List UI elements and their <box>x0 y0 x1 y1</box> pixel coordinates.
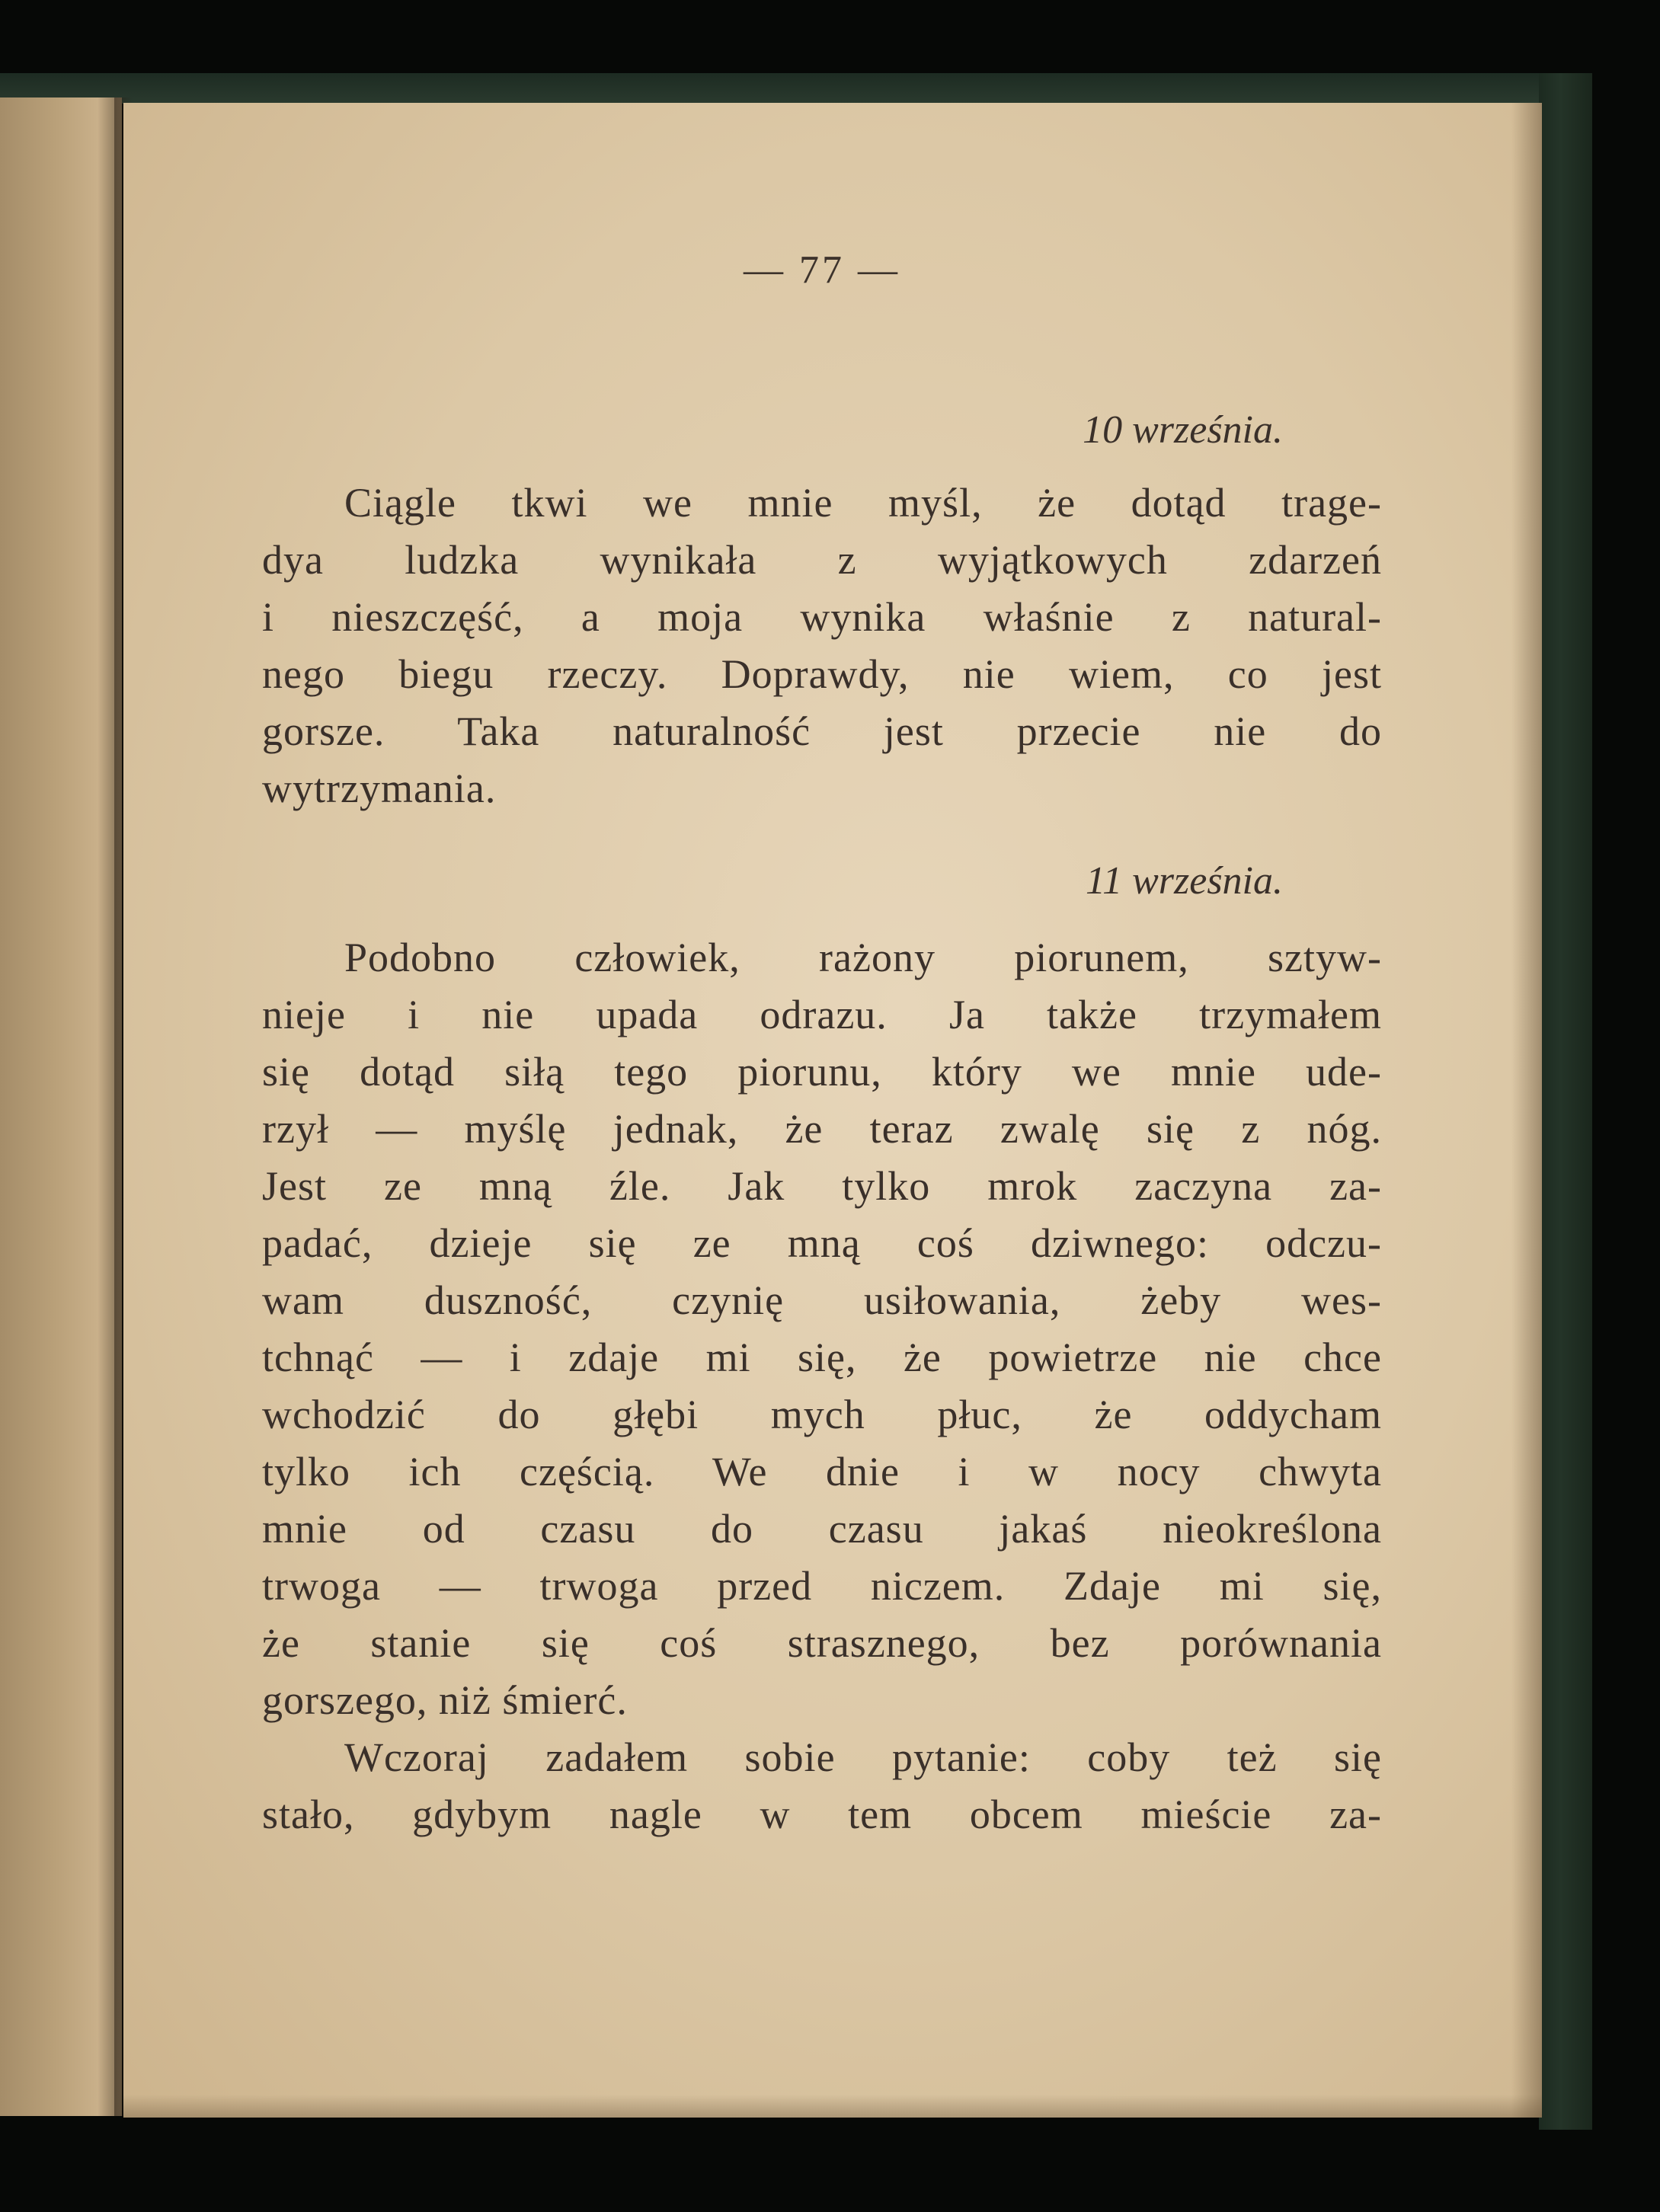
text-line: rzył — myślę jednak, że teraz zwalę się z nóg. <box>262 1106 1382 1152</box>
facing-page-edge <box>0 97 122 2116</box>
entry-date: 11 września. <box>1085 859 1283 903</box>
paragraph <box>262 1729 1382 1843</box>
text-line: że stanie się coś strasznego, bez porównania <box>262 1620 1382 1666</box>
text-line: dya ludzka wynikała z wyjątkowych zdarzeń <box>262 537 1382 583</box>
text-line: padać, dzieje się ze mną coś dziwnego: odczu- <box>262 1220 1382 1266</box>
text-line: gorszego, niż śmierć. <box>262 1677 628 1723</box>
text-line: nieje i nie upada odrazu. Ja także trzymałem <box>262 992 1382 1037</box>
text-line: i nieszczęść, a moja wynika właśnie z natural- <box>262 594 1382 640</box>
text-line: wytrzymania. <box>262 766 497 811</box>
text-line: nego biegu rzeczy. Doprawdy, nie wiem, co jest <box>262 651 1382 697</box>
page-bottom-shade <box>123 2095 1542 2118</box>
page-edge-shade <box>1511 103 1542 2118</box>
text-line: Jest ze mną źle. Jak tylko mrok zaczyna za- <box>262 1163 1382 1209</box>
text-line: Wczoraj zadałem sobie pytanie: coby też się <box>344 1734 1382 1780</box>
paragraph <box>262 929 1382 1729</box>
text-line: stało, gdybym nagle w tem obcem mieście za- <box>262 1792 1382 1837</box>
text-line: mnie od czasu do czasu jakaś nieokreślona <box>262 1506 1382 1552</box>
text-line: wchodzić do głębi mych płuc, że oddycham <box>262 1392 1382 1437</box>
cover-top-edge <box>0 73 1592 104</box>
text-line: wam duszność, czynię usiłowania, żeby wes- <box>262 1277 1382 1323</box>
book-page <box>123 103 1542 2118</box>
page-number: — 77 — <box>744 248 900 292</box>
entry-date: 10 września. <box>1083 408 1283 452</box>
text-line: gorsze. Taka naturalność jest przecie nie do <box>262 708 1382 754</box>
text-line: się dotąd siłą tego piorunu, który we mnie ude- <box>262 1049 1382 1095</box>
text-line: Ciągle tkwi we mnie myśl, że dotąd trage- <box>344 480 1382 526</box>
paragraph <box>262 475 1382 817</box>
book-cover-edge <box>1539 73 1592 2130</box>
text-line: tchnąć — i zdaje mi się, że powietrze nie chce <box>262 1335 1382 1380</box>
text-line: trwoga — trwoga przed niczem. Zdaje mi się, <box>262 1563 1382 1609</box>
text-line: tylko ich częścią. We dnie i w nocy chwyta <box>262 1449 1382 1494</box>
text-line: Podobno człowiek, rażony piorunem, sztyw- <box>344 935 1382 980</box>
